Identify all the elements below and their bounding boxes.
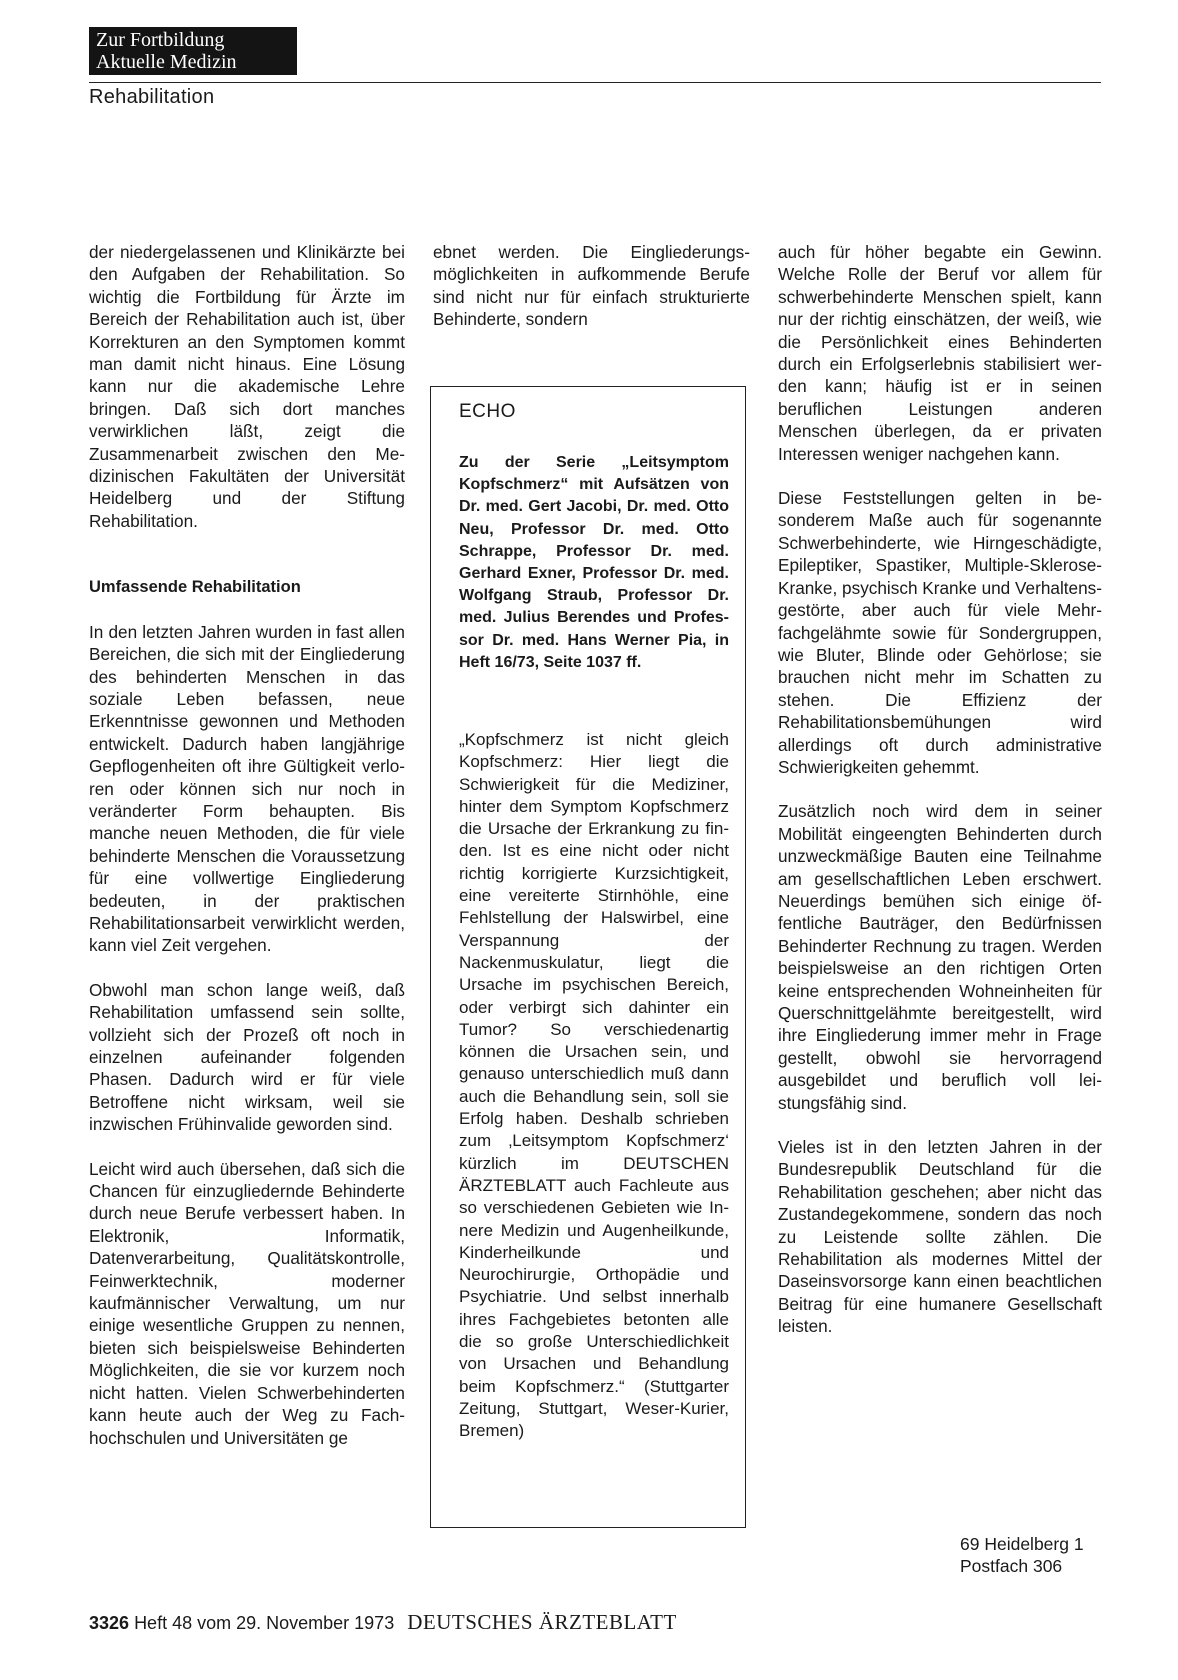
address-postbox: Postfach 306 xyxy=(960,1556,1063,1576)
header-rule xyxy=(89,82,1101,83)
paragraph: Vieles ist in den letzten Jahren in der Bundesrepublik Deutschland für die Rehabilitation geschehen; aber nicht das Zustandegekommene, sondern das noch zu Leistende sollte zählen. Die Rehabilitation als modernes Mittel der Daseinsvorsorge kann einen beachtlichen Beitrag für eine humanere Gesellschaft leisten. xyxy=(778,1137,1102,1337)
text-column-1 xyxy=(89,241,405,1449)
series-label: Zur Fortbildung xyxy=(96,29,225,51)
page-footer xyxy=(89,1610,677,1635)
author-address xyxy=(960,1533,1084,1577)
text-column-2 xyxy=(433,241,750,331)
paragraph: In den letzten Jahren wurden in fast allen Bereichen, die sich mit der Eingliederung des behinderten Menschen in das soziale Leben befassen, neue Erkenntnisse gewonnen und Methoden entwickelt. Dadurch haben langjährige Gepflogenheiten oft ihre Gültigkeit verloren oder können sich nur noch in veränderter Form behaupten. Bis manche neuen Methoden, die für viele behinderte Menschen die Voraussetzung für eine vollwertige Eingliederung bedeuten, in der praktischen Rehabilitationsarbeit verwirklicht werden, kann viel Zeit vergehen. xyxy=(89,621,405,956)
section-title: Rehabilitation xyxy=(89,86,215,108)
echo-intro: Zu der Serie „Leitsymptom Kopfschmerz“ mit Aufsätzen von Dr. med. Gert Jacobi, Dr. med. Otto Neu, Professor Dr. med. Otto Schrappe, Professor Dr. med. Gerhard Exner, Professor Dr. med. Wolfgang Straub, Professor Dr. med. Julius Berendes und Professor Dr. med. Hans Werner Pia, in Heft 16/73, Seite 1037 ff. xyxy=(459,454,729,671)
paragraph: Leicht wird auch übersehen, daß sich die Chancen für einzugliedernde Behinderte durch neue Berufe verbessert haben. In Elektronik, Informatik, Datenverarbeitung, Qualitätskontrolle, Feinwerktechnik, moderner kaufmännischer Verwaltung, um nur einige wesentliche Gruppen zu nennen, bieten sich beispielsweise Behinderten Möglichkeiten, die sie vor kurzem noch nicht hatten. Vielen Schwerbehinderten kann heute auch der Weg zu Fachhochschulen und Universitäten ge xyxy=(89,1158,405,1448)
echo-quote: „Kopfschmerz ist nicht gleich Kopfschmerz: Hier liegt die Schwierigkeit für die Mediziner, hinter dem Symptom Kopfschmerz die Ursache der Erkrankung zu finden. Ist es eine nicht oder nicht richtig korrigierte Kurzsichtigkeit, eine vereiterte Stirnhöhle, eine Fehlstellung der Halswirbel, eine Verspannung der Nackenmuskulatur, liegt die Ursache im psychischen Bereich, oder verbirgt sich dahinter ein Tumor? So verschiedenartig können die Ursachen sein, und genauso unterschiedlich muß dann auch die Behandlung sein, soll sie Erfolg haben. Deshalb schrieben zum ‚Leitsymptom Kopfschmerz‘ kürzlich im DEUTSCHEN ÄRZTEBLATT auch Fachleute aus so verschiedenen Gebieten wie Innere Medizin und Augenheilkunde, Kinderheilkunde und Neurochirurgie, Orthopädie und Psychiatrie. Und selbst innerhalb ihres Fachgebietes betonten alle die so große Unterschiedlichkeit von Ursachen und Behandlung beim Kopfschmerz.“ (Stuttgarter Zeitung, Stuttgart, Weser-Kurier, Bremen) xyxy=(459,730,729,1441)
series-sublabel: Aktuelle Medizin xyxy=(96,51,237,73)
paragraph: der niedergelassenen und Klinikärzte bei den Aufgaben der Rehabilitation. So wichtig die Fortbildung für Ärzte im Bereich der Rehabilitation auch ist, über Korrekturen an den Symptomen kommt man damit nicht hinaus. Eine Lösung kann nur die akademische Lehre bringen. Daß sich dort manches verwirklichen läßt, zeigt die Zusammenarbeit zwischen den Medizinischen Fakultäten der Universität Heidelberg und der Stiftung Rehabilitation. xyxy=(89,242,405,531)
paragraph: Obwohl man schon lange weiß, daß Rehabilitation umfassend sein sollte, vollzieht sich der Prozeß oft noch in einzelnen aufeinander folgenden Phasen. Dadurch wird er für viele Betroffene nicht wirksam, weil sie inzwischen Frühinvalide geworden sind. xyxy=(89,979,405,1135)
subheading: Umfassende Rehabilitation xyxy=(89,578,301,597)
address-city: 69 Heidelberg 1 xyxy=(960,1534,1084,1554)
paragraph: ebnet werden. Die Eingliederungsmöglichkeiten in aufkommende Berufe sind nicht nur für einfach strukturierte Behinderte, sondern xyxy=(433,242,750,330)
echo-box xyxy=(430,386,746,1528)
page-number: 3326 xyxy=(89,1613,130,1633)
series-header-box xyxy=(89,27,297,75)
paragraph: Zusätzlich noch wird dem in seiner Mobilität eingeengten Behinderten durch unzweckmäßige Bauten eine Teilnahme am gesellschaftlichen Leben erschwert. Neuerdings bemühen sich einige öffentliche Bauträger, den Bedürfnissen Behinderter Rechnung zu tragen. Werden beispielsweise an den richtigen Orten keine entsprechenden Wohneinheiten für Querschnittgelähmte bereitgestellt, wird ihre Eingliederung immer mehr in Frage gestellt, obwohl sie hervorragend ausgebildet und beruflich voll leistungsfähig sind. xyxy=(778,801,1102,1113)
issue-info: Heft 48 vom 29. November 1973 xyxy=(134,1613,395,1633)
paragraph: Diese Feststellungen gelten in besonderem Maße auch für sogenannte Schwerbehinderte, wie Hirngeschädigte, Epileptiker, Spastiker, Multiple-Sklerose-Kranke, psychisch Kranke und Verhaltensgestörte, aber auch für viele Mehrfachgelähmte sowie für Sondergruppen, wie Bluter, Blinde oder Gehörlose; sie brauchen nicht mehr im Schatten zu stehen. Die Effizienz der Rehabilitationsbemühungen wird allerdings oft durch administrative Schwierigkeiten gehemmt. xyxy=(778,488,1102,777)
paragraph: auch für höher begabte ein Gewinn. Welche Rolle der Beruf vor allem für schwerbehinderte Menschen spielt, kann nur der richtig einschätzen, der weiß, wie die Persönlichkeit eines Behinderten durch ein Erfolgserlebnis stabilisiert werden kann; häufig ist er in seinen beruflichen Leistungen anderen Menschen überlegen, da er privaten Interessen weniger nachgehen kann. xyxy=(778,242,1102,464)
journal-name: DEUTSCHES ÄRZTEBLATT xyxy=(407,1610,677,1634)
text-column-3 xyxy=(778,241,1102,1338)
echo-title: ECHO xyxy=(459,401,516,422)
